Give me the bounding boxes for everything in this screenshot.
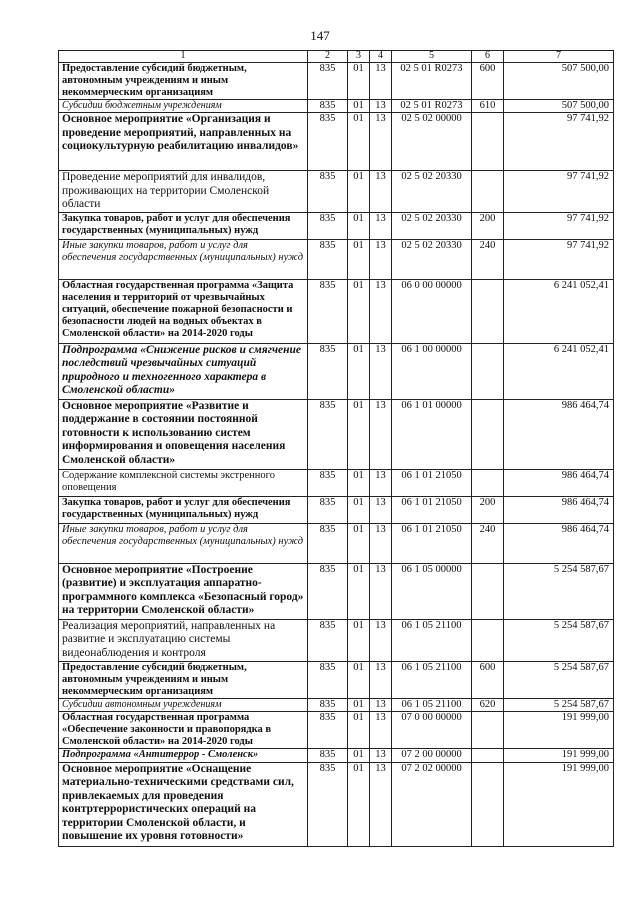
table-row [59, 239, 614, 279]
cell-c4: 13 [370, 113, 392, 171]
table-row [59, 748, 614, 762]
cell-amount: 97 741,92 [504, 239, 614, 279]
table-header-row [59, 51, 614, 63]
cell-c2: 835 [308, 523, 348, 563]
cell-c2: 835 [308, 762, 348, 846]
cell-amount: 97 741,92 [504, 171, 614, 213]
cell-amount: 97 741,92 [504, 113, 614, 171]
cell-amount: 986 464,74 [504, 399, 614, 469]
cell-c3: 01 [348, 523, 370, 563]
row-name: Проведение мероприятий для инвалидов, проживающих на территории Смоленской области [59, 171, 308, 213]
cell-c3: 01 [348, 343, 370, 399]
cell-amount: 507 500,00 [504, 63, 614, 100]
cell-c2: 835 [308, 563, 348, 619]
cell-c2: 835 [308, 698, 348, 711]
cell-c2: 835 [308, 619, 348, 661]
row-name: Закупка товаров, работ и услуг для обеспечения государственных (муниципальных) нужд [59, 496, 308, 523]
cell-c4: 13 [370, 343, 392, 399]
cell-c6 [472, 399, 504, 469]
cell-amount: 97 741,92 [504, 212, 614, 239]
row-name: Иные закупки товаров, работ и услуг для обеспечения государственных (муниципальных) нужд [59, 239, 308, 279]
table-row [59, 343, 614, 399]
cell-c6 [472, 711, 504, 748]
cell-c4: 13 [370, 563, 392, 619]
row-name: Основное мероприятие «Организация и проведение мероприятий, направленных на социокультурную реабилитацию инвалидов» [59, 113, 308, 171]
cell-c6 [472, 343, 504, 399]
cell-c2: 835 [308, 343, 348, 399]
cell-amount: 6 241 052,41 [504, 279, 614, 343]
cell-c4: 13 [370, 661, 392, 698]
row-name: Предоставление субсидий бюджетным, автономным учреждениям и иным некоммерческим организациям [59, 661, 308, 698]
column-header: 4 [370, 51, 392, 63]
table-row [59, 762, 614, 846]
cell-c4: 13 [370, 171, 392, 213]
cell-c2: 835 [308, 100, 348, 113]
cell-c2: 835 [308, 399, 348, 469]
row-name: Основное мероприятие «Развитие и поддержание в состоянии постоянной готовности к использованию систем информирования и оповещения населения Смоленской области» [59, 399, 308, 469]
table-row [59, 212, 614, 239]
cell-c5: 06 1 01 00000 [392, 399, 472, 469]
cell-c5: 02 5 01 R0273 [392, 63, 472, 100]
table-row [59, 63, 614, 100]
table-row [59, 661, 614, 698]
table-row [59, 399, 614, 469]
cell-amount: 986 464,74 [504, 469, 614, 496]
cell-c2: 835 [308, 496, 348, 523]
cell-c5: 02 5 02 00000 [392, 113, 472, 171]
row-name: Содержание комплексной системы экстренного оповещения [59, 469, 308, 496]
column-header: 2 [308, 51, 348, 63]
cell-c2: 835 [308, 63, 348, 100]
cell-c3: 01 [348, 212, 370, 239]
row-name: Областная государственная программа «Обеспечение законности и правопорядка в Смоленской области» на 2014-2020 годы [59, 711, 308, 748]
table-row [59, 100, 614, 113]
cell-c3: 01 [348, 171, 370, 213]
cell-c2: 835 [308, 469, 348, 496]
cell-amount: 986 464,74 [504, 523, 614, 563]
row-name: Подпрограмма «Антитеррор - Смоленск» [59, 748, 308, 762]
cell-c4: 13 [370, 762, 392, 846]
cell-c3: 01 [348, 563, 370, 619]
cell-c3: 01 [348, 63, 370, 100]
cell-c5: 06 1 00 00000 [392, 343, 472, 399]
cell-c3: 01 [348, 619, 370, 661]
column-header: 3 [348, 51, 370, 63]
cell-c5: 07 0 00 00000 [392, 711, 472, 748]
cell-c5: 06 1 05 21100 [392, 619, 472, 661]
table-row [59, 523, 614, 563]
cell-c6 [472, 279, 504, 343]
cell-c2: 835 [308, 212, 348, 239]
cell-c4: 13 [370, 496, 392, 523]
cell-amount: 5 254 587,67 [504, 698, 614, 711]
cell-c6 [472, 469, 504, 496]
row-name: Подпрограмма «Снижение рисков и смягчение последствий чрезвычайных ситуаций природного и техногенного характера в Смоленской области» [59, 343, 308, 399]
cell-amount: 6 241 052,41 [504, 343, 614, 399]
cell-c3: 01 [348, 469, 370, 496]
cell-c6 [472, 748, 504, 762]
table-row [59, 619, 614, 661]
cell-c3: 01 [348, 496, 370, 523]
cell-c5: 06 1 01 21050 [392, 469, 472, 496]
cell-c2: 835 [308, 113, 348, 171]
row-name: Субсидии бюджетным учреждениям [59, 100, 308, 113]
cell-c5: 07 2 00 00000 [392, 748, 472, 762]
cell-c2: 835 [308, 661, 348, 698]
cell-c5: 02 5 01 R0273 [392, 100, 472, 113]
row-name: Реализация мероприятий, направленных на развитие и эксплуатацию системы видеонаблюдения и контроля [59, 619, 308, 661]
cell-c5: 06 1 05 00000 [392, 563, 472, 619]
table-row [59, 698, 614, 711]
cell-amount: 5 254 587,67 [504, 661, 614, 698]
page-number: 147 [310, 28, 330, 43]
cell-c5: 02 5 02 20330 [392, 239, 472, 279]
table-row [59, 279, 614, 343]
cell-c2: 835 [308, 239, 348, 279]
table-row [59, 496, 614, 523]
cell-c5: 06 1 05 21100 [392, 661, 472, 698]
cell-c6 [472, 171, 504, 213]
cell-c4: 13 [370, 698, 392, 711]
cell-c3: 01 [348, 698, 370, 711]
cell-amount: 5 254 587,67 [504, 563, 614, 619]
cell-c5: 06 1 01 21050 [392, 496, 472, 523]
cell-c5: 06 1 01 21050 [392, 523, 472, 563]
cell-c3: 01 [348, 279, 370, 343]
column-header: 1 [59, 51, 308, 63]
cell-c3: 01 [348, 239, 370, 279]
cell-c3: 01 [348, 113, 370, 171]
table-row [59, 563, 614, 619]
cell-c4: 13 [370, 63, 392, 100]
cell-c3: 01 [348, 100, 370, 113]
cell-c3: 01 [348, 748, 370, 762]
row-name: Областная государственная программа «Защита населения и территорий от чрезвычайных ситуаций, обеспечение пожарной безопасности и безопасности людей на водных объектах в Смоленской области» на 2014-2020 годы [59, 279, 308, 343]
cell-amount: 507 500,00 [504, 100, 614, 113]
cell-c6: 200 [472, 496, 504, 523]
cell-c6: 600 [472, 661, 504, 698]
cell-c4: 13 [370, 748, 392, 762]
cell-c6 [472, 619, 504, 661]
cell-c4: 13 [370, 279, 392, 343]
cell-c3: 01 [348, 399, 370, 469]
cell-amount: 191 999,00 [504, 748, 614, 762]
column-header: 7 [504, 51, 614, 63]
table-row [59, 113, 614, 171]
cell-amount: 986 464,74 [504, 496, 614, 523]
cell-amount: 5 254 587,67 [504, 619, 614, 661]
cell-c4: 13 [370, 619, 392, 661]
cell-c6: 610 [472, 100, 504, 113]
cell-c4: 13 [370, 399, 392, 469]
cell-c3: 01 [348, 711, 370, 748]
cell-c6: 240 [472, 523, 504, 563]
cell-c2: 835 [308, 279, 348, 343]
row-name: Субсидии автономным учреждениям [59, 698, 308, 711]
table-row [59, 469, 614, 496]
cell-c6 [472, 113, 504, 171]
cell-c4: 13 [370, 239, 392, 279]
table-row [59, 711, 614, 748]
cell-c4: 13 [370, 469, 392, 496]
row-name: Предоставление субсидий бюджетным, автономным учреждениям и иным некоммерческим организациям [59, 63, 308, 100]
row-name: Основное мероприятие «Оснащение материально-техническими средствами сил, привлекаемых для проведения контртеррористических операций на территории Смоленской области, и повышение их уровня готовности» [59, 762, 308, 846]
cell-c6: 200 [472, 212, 504, 239]
cell-c3: 01 [348, 661, 370, 698]
budget-table [58, 50, 614, 847]
table-row [59, 171, 614, 213]
row-name: Иные закупки товаров, работ и услуг для обеспечения государственных (муниципальных) нужд [59, 523, 308, 563]
cell-c5: 06 1 05 21100 [392, 698, 472, 711]
cell-c6: 620 [472, 698, 504, 711]
cell-c2: 835 [308, 711, 348, 748]
cell-c5: 06 0 00 00000 [392, 279, 472, 343]
cell-c4: 13 [370, 523, 392, 563]
cell-c5: 07 2 02 00000 [392, 762, 472, 846]
row-name: Основное мероприятие «Построение (развитие) и эксплуатация аппаратно-программного комплекса «Безопасный город» на территории Смоленской области» [59, 563, 308, 619]
cell-c2: 835 [308, 748, 348, 762]
cell-c4: 13 [370, 711, 392, 748]
cell-c5: 02 5 02 20330 [392, 171, 472, 213]
cell-c6: 240 [472, 239, 504, 279]
cell-amount: 191 999,00 [504, 762, 614, 846]
column-header: 6 [472, 51, 504, 63]
cell-c5: 02 5 02 20330 [392, 212, 472, 239]
cell-c4: 13 [370, 100, 392, 113]
cell-c6 [472, 762, 504, 846]
column-header: 5 [392, 51, 472, 63]
row-name: Закупка товаров, работ и услуг для обеспечения государственных (муниципальных) нужд [59, 212, 308, 239]
cell-c3: 01 [348, 762, 370, 846]
cell-amount: 191 999,00 [504, 711, 614, 748]
cell-c4: 13 [370, 212, 392, 239]
cell-c6 [472, 563, 504, 619]
cell-c6: 600 [472, 63, 504, 100]
cell-c2: 835 [308, 171, 348, 213]
